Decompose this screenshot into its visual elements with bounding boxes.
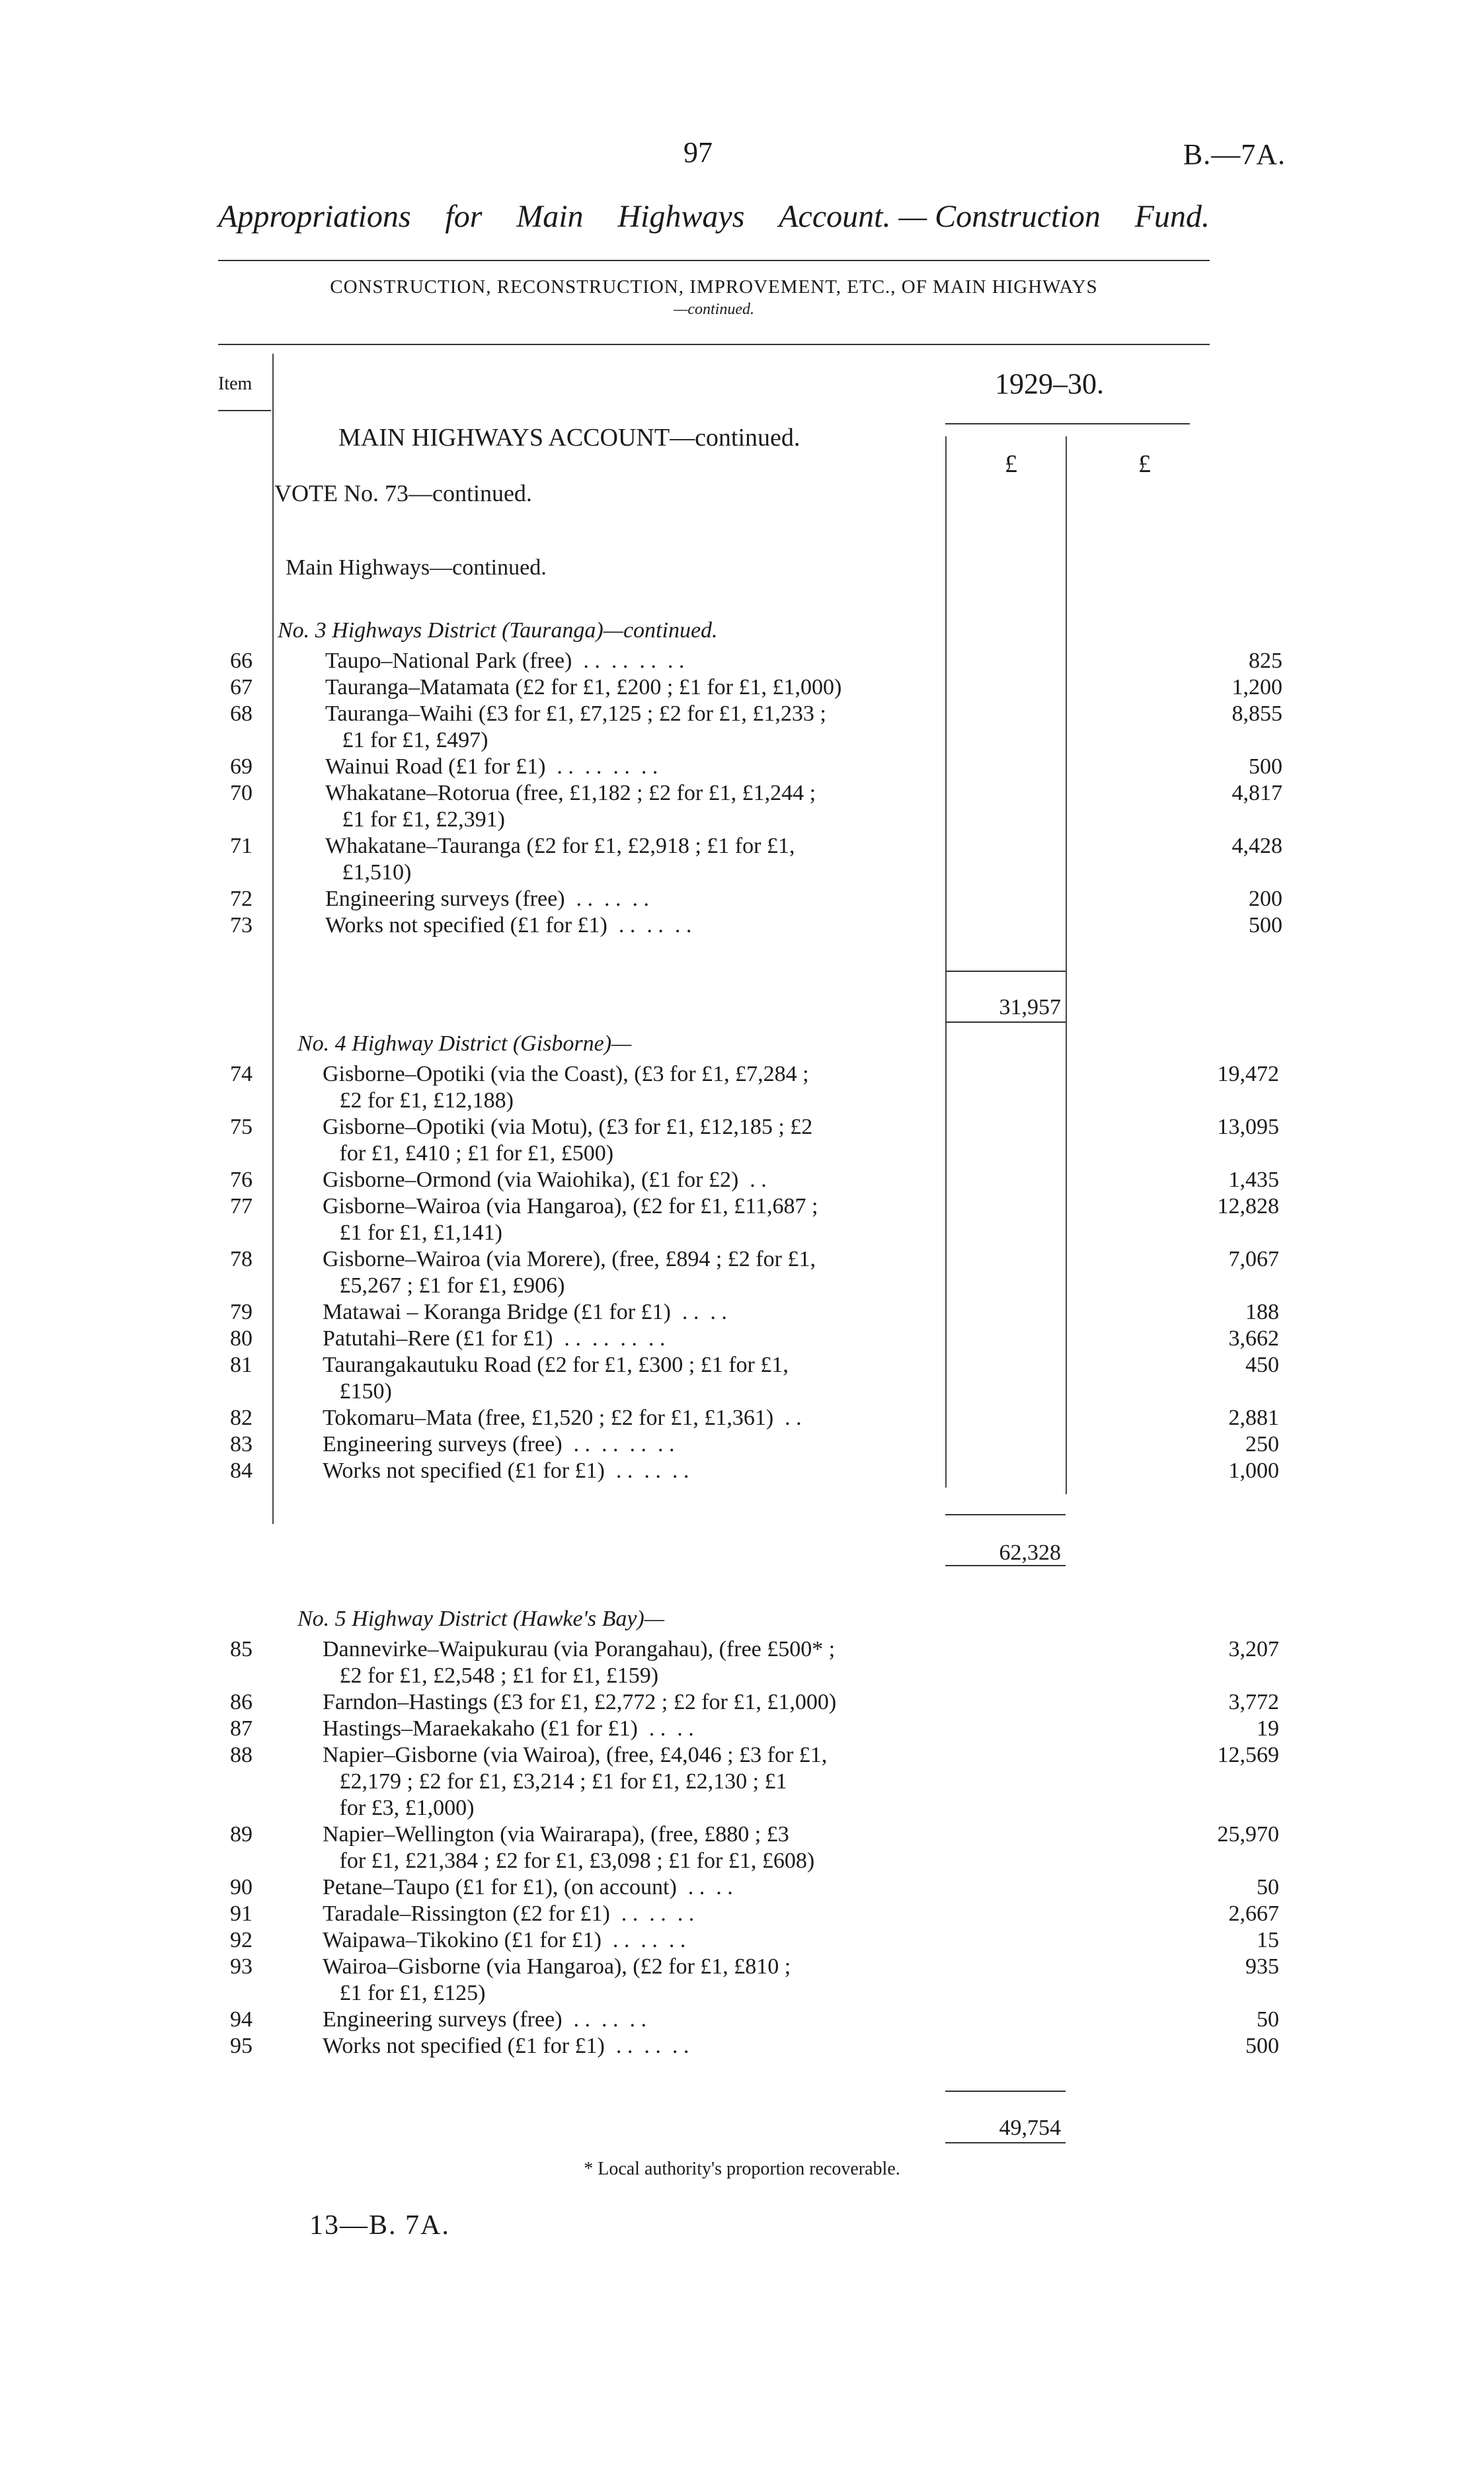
description-line: Gisborne–Ormond (via Waiohika), (£1 for £2) . . bbox=[323, 1168, 767, 1192]
item-description bbox=[325, 648, 986, 674]
total-rule bbox=[945, 971, 1066, 972]
item-description bbox=[325, 701, 986, 754]
item-amount: 200 bbox=[1249, 887, 1282, 911]
item-description bbox=[323, 1927, 984, 1954]
description-line: £1 for £1, £2,391) bbox=[325, 807, 505, 832]
heading-rule bbox=[218, 344, 1210, 345]
item-description bbox=[323, 1431, 984, 1458]
total-rule bbox=[945, 2091, 1066, 2092]
item-description bbox=[323, 1061, 984, 1114]
item-description bbox=[323, 1326, 984, 1352]
table-row bbox=[218, 1246, 1279, 1299]
item-description bbox=[323, 1636, 984, 1689]
item-description bbox=[323, 1246, 984, 1299]
description-line: Matawai – Koranga Bridge (£1 for £1) . . . . bbox=[323, 1300, 727, 1324]
item-number: 85 bbox=[230, 1637, 253, 1661]
item-number: 67 bbox=[230, 675, 253, 699]
item-description bbox=[323, 1742, 984, 1821]
description-line: Engineering surveys (free) . . . . . . . . bbox=[323, 1432, 675, 1457]
table-row bbox=[218, 648, 1282, 674]
description-line: Farndon–Hastings (£3 for £1, £2,772 ; £2 for £1, £1,000) bbox=[323, 1690, 837, 1714]
item-number: 69 bbox=[230, 754, 253, 779]
item-number: 88 bbox=[230, 1743, 253, 1767]
item-number: 90 bbox=[230, 1875, 253, 1899]
table-row bbox=[218, 1636, 1279, 1689]
description-line: £1 for £1, £497) bbox=[325, 728, 488, 752]
table-row bbox=[218, 1927, 1279, 1954]
item-description bbox=[323, 1352, 984, 1405]
item-number: 70 bbox=[230, 781, 253, 805]
description-line: Napier–Wellington (via Wairarapa), (free, £880 ; £3 bbox=[323, 1822, 789, 1847]
description-line: Taupo–National Park (free) . . . . . . . . bbox=[325, 649, 685, 673]
item-number: 75 bbox=[230, 1115, 253, 1139]
item-amount: 25,970 bbox=[1217, 1822, 1279, 1847]
pound-header-2: £ bbox=[1138, 450, 1151, 478]
table-row bbox=[218, 1742, 1279, 1821]
item-number: 78 bbox=[230, 1247, 253, 1271]
item-number: 76 bbox=[230, 1168, 253, 1192]
item-number: 66 bbox=[230, 649, 253, 673]
item-amount: 12,828 bbox=[1217, 1194, 1279, 1218]
item-description bbox=[323, 1689, 984, 1716]
description-line: £1,510) bbox=[325, 860, 412, 885]
item-amount: 2,881 bbox=[1228, 1406, 1279, 1430]
item-description bbox=[323, 1458, 984, 1484]
item-description bbox=[325, 833, 986, 886]
item-number: 92 bbox=[230, 1928, 253, 1952]
document-reference: B.—7A. bbox=[1183, 138, 1286, 171]
item-description bbox=[323, 1874, 984, 1901]
item-description bbox=[325, 780, 986, 833]
table-row bbox=[218, 754, 1282, 780]
description-line: Napier–Gisborne (via Wairoa), (free, £4,046 ; £3 for £1, bbox=[323, 1743, 828, 1767]
item-number: 84 bbox=[230, 1458, 253, 1483]
description-line: Waipawa–Tikokino (£1 for £1) . . . . . . bbox=[323, 1928, 686, 1952]
table-row bbox=[218, 780, 1282, 833]
year-column-header: 1929–30. bbox=[995, 368, 1104, 400]
description-line: Tauranga–Matamata (£2 for £1, £200 ; £1 for £1, £1,000) bbox=[325, 675, 842, 699]
table-row bbox=[218, 2033, 1279, 2059]
vote-heading: VOTE No. 73—continued. bbox=[274, 480, 532, 506]
item-description bbox=[323, 1716, 984, 1742]
item-amount: 3,772 bbox=[1228, 1690, 1279, 1714]
table-row bbox=[218, 1431, 1279, 1458]
pound-header-1: £ bbox=[1005, 450, 1017, 478]
description-line: for £1, £21,384 ; £2 for £1, £3,098 ; £1 for £1, £608) bbox=[323, 1849, 815, 1873]
item-amount: 188 bbox=[1245, 1300, 1279, 1324]
item-amount: 50 bbox=[1257, 2007, 1279, 2032]
district-heading: No. 4 Highway District (Gisborne)— bbox=[297, 1031, 632, 1056]
description-line: Patutahi–Rere (£1 for £1) . . . . . . . . bbox=[323, 1326, 666, 1351]
item-amount: 50 bbox=[1257, 1875, 1279, 1899]
table-row bbox=[218, 1167, 1279, 1193]
total-rule bbox=[945, 2142, 1066, 2143]
item-number: 68 bbox=[230, 701, 253, 726]
description-line: Petane–Taupo (£1 for £1), (on account) . . . . bbox=[323, 1875, 733, 1899]
item-number: 94 bbox=[230, 2007, 253, 2032]
table-row bbox=[218, 1405, 1279, 1431]
table-row bbox=[218, 1458, 1279, 1484]
description-line: Works not specified (£1 for £1) . . . . . . bbox=[323, 2034, 689, 2058]
main-highways-heading: Main Highways—continued. bbox=[286, 555, 547, 580]
description-line: for £3, £1,000) bbox=[323, 1796, 475, 1820]
item-number: 86 bbox=[230, 1690, 253, 1714]
page-title bbox=[218, 198, 1210, 235]
description-line: £150) bbox=[323, 1379, 392, 1404]
item-number: 73 bbox=[230, 913, 253, 938]
item-number: 87 bbox=[230, 1716, 253, 1741]
item-number: 79 bbox=[230, 1300, 253, 1324]
item-number: 80 bbox=[230, 1326, 253, 1351]
item-number: 83 bbox=[230, 1432, 253, 1457]
item-amount: 500 bbox=[1245, 2034, 1279, 2058]
table-row bbox=[218, 912, 1282, 939]
table-row bbox=[218, 674, 1282, 701]
district-total: 49,754 bbox=[999, 2116, 1061, 2140]
item-amount: 8,855 bbox=[1231, 701, 1282, 726]
item-description bbox=[323, 1901, 984, 1927]
district-total: 31,957 bbox=[999, 995, 1061, 1019]
item-amount: 3,207 bbox=[1228, 1637, 1279, 1661]
item-description bbox=[325, 754, 986, 780]
item-amount: 15 bbox=[1257, 1928, 1279, 1952]
description-line: Wainui Road (£1 for £1) . . . . . . . . bbox=[325, 754, 658, 779]
item-description bbox=[323, 1114, 984, 1167]
item-amount: 3,662 bbox=[1228, 1326, 1279, 1351]
item-description bbox=[323, 1193, 984, 1246]
item-number: 74 bbox=[230, 1062, 253, 1086]
item-number: 91 bbox=[230, 1901, 253, 1926]
description-line: Gisborne–Opotiki (via Motu), (£3 for £1, £12,185 ; £2 bbox=[323, 1115, 813, 1139]
item-amount: 12,569 bbox=[1217, 1743, 1279, 1767]
description-line: Gisborne–Wairoa (via Hangaroa), (£2 for £1, £11,687 ; bbox=[323, 1194, 818, 1218]
item-amount: 500 bbox=[1249, 754, 1282, 779]
item-description bbox=[323, 2007, 984, 2033]
description-line: Engineering surveys (free) . . . . . . bbox=[323, 2007, 647, 2032]
description-line: £2 for £1, £12,188) bbox=[323, 1088, 514, 1113]
title-word: for bbox=[445, 199, 483, 234]
footnote: * Local authority's proportion recoverable. bbox=[584, 2159, 900, 2179]
description-line: £1 for £1, £1,141) bbox=[323, 1220, 502, 1245]
item-description bbox=[323, 1405, 984, 1431]
item-description bbox=[325, 912, 986, 939]
description-line: Tokomaru–Mata (free, £1,520 ; £2 for £1, £1,361) . . bbox=[323, 1406, 802, 1430]
item-amount: 250 bbox=[1245, 1432, 1279, 1457]
item-description bbox=[323, 1954, 984, 2007]
item-description bbox=[325, 886, 986, 912]
description-line: £5,267 ; £1 for £1, £906) bbox=[323, 1273, 565, 1298]
item-description bbox=[325, 674, 986, 701]
item-amount: 4,428 bbox=[1231, 834, 1282, 858]
item-amount: 2,667 bbox=[1228, 1901, 1279, 1926]
description-line: for £1, £410 ; £1 for £1, £500) bbox=[323, 1141, 614, 1166]
description-line: Dannevirke–Waipukurau (via Porangahau), (free £500* ; bbox=[323, 1637, 836, 1661]
district-heading: No. 3 Highways District (Tauranga)—continued. bbox=[278, 618, 718, 643]
table-row bbox=[218, 1114, 1279, 1167]
description-line: Hastings–Maraekakaho (£1 for £1) . . . . bbox=[323, 1716, 694, 1741]
table-row bbox=[218, 2007, 1279, 2033]
item-number: 93 bbox=[230, 1954, 253, 1979]
total-rule bbox=[945, 1021, 1066, 1023]
district-heading: No. 5 Highway District (Hawke's Bay)— bbox=[297, 1607, 664, 1631]
item-column-header: Item bbox=[218, 374, 253, 394]
item-description bbox=[323, 1299, 984, 1326]
item-amount: 19 bbox=[1257, 1716, 1279, 1741]
item-amount: 450 bbox=[1245, 1353, 1279, 1377]
item-description bbox=[323, 1821, 984, 1874]
description-line: Gisborne–Wairoa (via Morere), (free, £894 ; £2 for £1, bbox=[323, 1247, 816, 1271]
district-total: 62,328 bbox=[999, 1540, 1061, 1565]
description-line: Tauranga–Waihi (£3 for £1, £7,125 ; £2 for £1, £1,233 ; bbox=[325, 701, 826, 726]
title-word: Appropriations bbox=[218, 199, 411, 234]
table-row bbox=[218, 833, 1282, 886]
signature-mark: 13—B. 7A. bbox=[309, 2210, 450, 2241]
item-number: 81 bbox=[230, 1353, 253, 1377]
item-amount: 13,095 bbox=[1217, 1115, 1279, 1139]
item-header-rule bbox=[218, 410, 271, 411]
description-line: Wairoa–Gisborne (via Hangaroa), (£2 for £1, £810 ; bbox=[323, 1954, 791, 1979]
total-rule bbox=[945, 1514, 1066, 1515]
description-line: Taradale–Rissington (£2 for £1) . . . . . . bbox=[323, 1901, 695, 1926]
item-amount: 1,000 bbox=[1228, 1458, 1279, 1483]
title-word: Highways bbox=[617, 199, 745, 234]
table-row bbox=[218, 1061, 1279, 1114]
description-line: Works not specified (£1 for £1) . . . . . . bbox=[325, 913, 692, 938]
description-line: £2 for £1, £2,548 ; £1 for £1, £159) bbox=[323, 1663, 659, 1688]
item-amount: 4,817 bbox=[1231, 781, 1282, 805]
description-line: Whakatane–Tauranga (£2 for £1, £2,918 ; £1 for £1, bbox=[325, 834, 795, 858]
table-row bbox=[218, 1193, 1279, 1246]
item-amount: 19,472 bbox=[1217, 1062, 1279, 1086]
table-row bbox=[218, 886, 1282, 912]
item-description bbox=[323, 1167, 984, 1193]
item-amount: 1,435 bbox=[1228, 1168, 1279, 1192]
item-amount: 500 bbox=[1249, 913, 1282, 938]
title-word: Main bbox=[516, 199, 584, 234]
description-line: Gisborne–Opotiki (via the Coast), (£3 for £1, £7,284 ; bbox=[323, 1062, 809, 1086]
section-heading-cont: —continued. bbox=[674, 301, 754, 318]
page-number: 97 bbox=[683, 136, 713, 169]
item-amount: 935 bbox=[1245, 1954, 1279, 1979]
item-amount: 825 bbox=[1249, 649, 1282, 673]
description-line: £2,179 ; £2 for £1, £3,214 ; £1 for £1, £2,130 ; £1 bbox=[323, 1769, 787, 1794]
item-number: 95 bbox=[230, 2034, 253, 2058]
description-line: Taurangakautuku Road (£2 for £1, £300 ; £1 for £1, bbox=[323, 1353, 789, 1377]
table-row bbox=[218, 1352, 1279, 1405]
table-row bbox=[218, 1689, 1279, 1716]
item-number: 71 bbox=[230, 834, 253, 858]
section-heading: CONSTRUCTION, RECONSTRUCTION, IMPROVEMENT, ETC., OF MAIN HIGHWAYS bbox=[330, 276, 1098, 298]
item-number: 72 bbox=[230, 887, 253, 911]
item-amount: 7,067 bbox=[1228, 1247, 1279, 1271]
table-row bbox=[218, 1326, 1279, 1352]
account-heading: MAIN HIGHWAYS ACCOUNT—continued. bbox=[338, 424, 801, 452]
description-line: Whakatane–Rotorua (free, £1,182 ; £2 for £1, £1,244 ; bbox=[325, 781, 816, 805]
description-line: Engineering surveys (free) . . . . . . bbox=[325, 887, 650, 911]
table-row bbox=[218, 701, 1282, 754]
title-word: Fund. bbox=[1134, 199, 1210, 234]
item-number: 77 bbox=[230, 1194, 253, 1218]
table-row bbox=[218, 1901, 1279, 1927]
title-rule bbox=[218, 260, 1210, 261]
table-row bbox=[218, 1299, 1279, 1326]
item-description bbox=[323, 2033, 984, 2059]
table-row bbox=[218, 1716, 1279, 1742]
item-number: 89 bbox=[230, 1822, 253, 1847]
year-header-rule bbox=[945, 423, 1190, 424]
item-amount: 1,200 bbox=[1231, 675, 1282, 699]
description-line: Works not specified (£1 for £1) . . . . . . bbox=[323, 1458, 689, 1483]
item-number: 82 bbox=[230, 1406, 253, 1430]
description-line: £1 for £1, £125) bbox=[323, 1981, 486, 2005]
table-row bbox=[218, 1954, 1279, 2007]
table-row bbox=[218, 1874, 1279, 1901]
title-word: Account. — Construction bbox=[779, 199, 1101, 234]
table-row bbox=[218, 1821, 1279, 1874]
